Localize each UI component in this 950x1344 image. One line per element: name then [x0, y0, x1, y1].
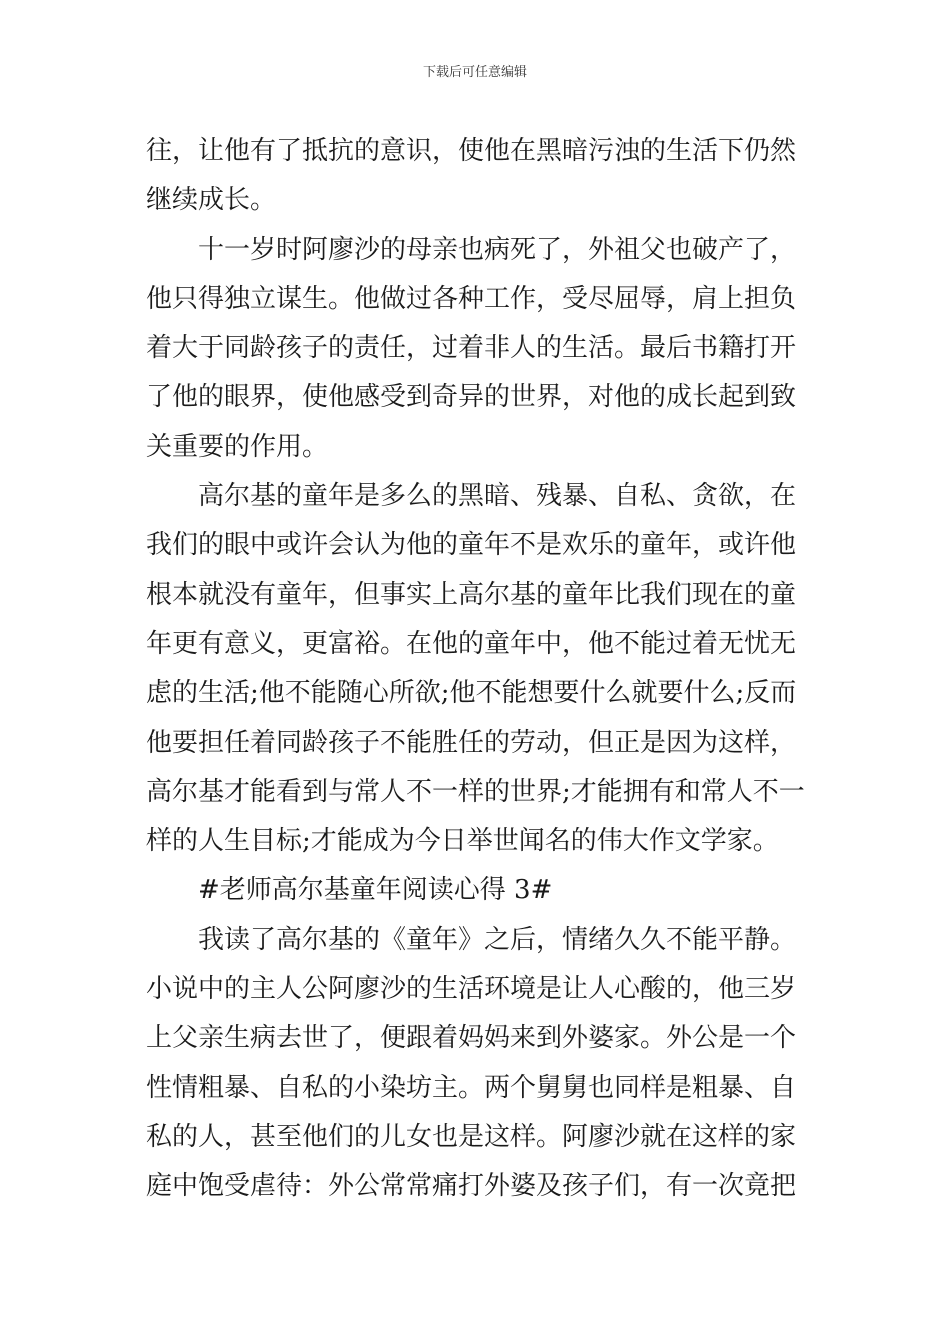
text-line: 上父亲生病去世了，便跟着妈妈来到外婆家。外公是一个	[146, 1023, 797, 1054]
text-line: 年更有意义，更富裕。在他的童年中，他不能过着无忧无	[146, 628, 797, 659]
text-line: 虑的生活;他不能随心所欲;他不能想要什么就要什么;反而	[146, 678, 797, 709]
text-line: 继续成长。	[146, 185, 277, 216]
text-line: 私的人，甚至他们的儿女也是这样。阿廖沙就在这样的家	[146, 1121, 797, 1152]
text-line: 着大于同龄孩子的责任，过着非人的生活。最后书籍打开	[146, 333, 797, 364]
text-line: 他只得独立谋生。他做过各种工作，受尽屈辱，肩上担负	[146, 283, 797, 314]
text-line: 根本就没有童年，但事实上高尔基的童年比我们现在的童	[146, 579, 797, 610]
text-line: 我读了高尔基的《童年》之后，情绪久久不能平静。	[198, 924, 797, 955]
text-line: 高尔基才能看到与常人不一样的世界;才能拥有和常人不一	[146, 776, 805, 807]
text-line: 关重要的作用。	[146, 431, 329, 462]
text-line: #老师高尔基童年阅读心得 3#	[198, 875, 553, 906]
text-line: 了他的眼界，使他感受到奇异的世界，对他的成长起到致	[146, 382, 797, 413]
text-line: 样的人生目标;才能成为今日举世闻名的伟大作文学家。	[146, 826, 779, 857]
document-body	[146, 127, 810, 1212]
text-line: 我们的眼中或许会认为他的童年不是欢乐的童年，或许他	[146, 530, 797, 561]
text-line: 往，让他有了抵抗的意识，使他在黑暗污浊的生活下仍然	[146, 136, 797, 166]
text-line: 他要担任着同龄孩子不能胜任的劳动，但正是因为这样，	[146, 727, 797, 758]
text-line: 性情粗暴、自私的小染坊主。两个舅舅也同样是粗暴、自	[146, 1072, 797, 1103]
text-line: 小说中的主人公阿廖沙的生活环境是让人心酸的，他三岁	[146, 974, 797, 1005]
text-line: 庭中饱受虐待：外公常常痛打外婆及孩子们，有一次竟把	[146, 1171, 797, 1202]
page-header: 下载后可任意编辑	[422, 65, 527, 80]
text-line: 十一岁时阿廖沙的母亲也病死了，外祖父也破产了，	[198, 234, 797, 265]
text-line: 高尔基的童年是多么的黑暗、残暴、自私、贪欲，在	[198, 481, 797, 512]
